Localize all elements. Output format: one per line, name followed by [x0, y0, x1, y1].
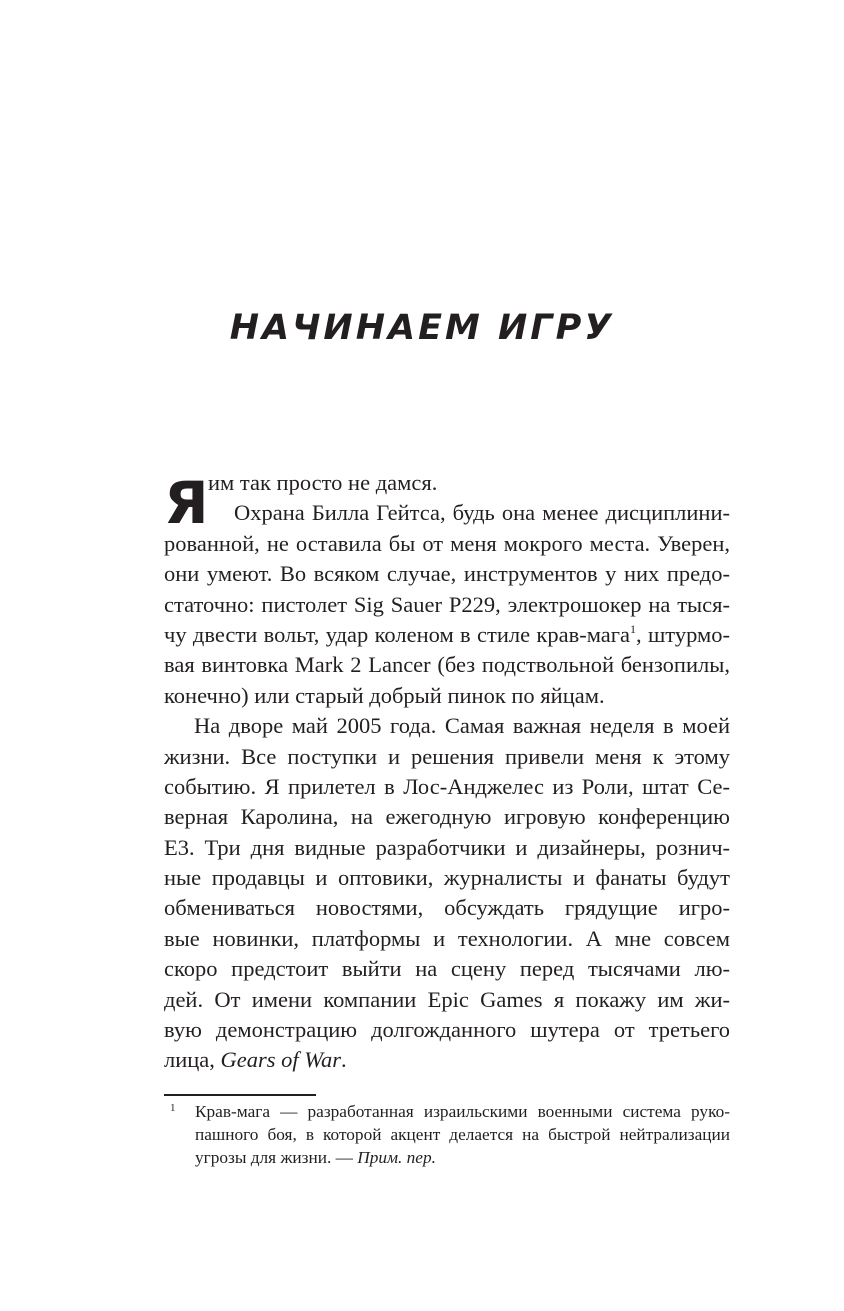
text-line: жизни. Все поступки и решения привели меня к этому	[164, 743, 730, 769]
text-line: рованной, не оставила бы от меня мокрого места. Уверен,	[164, 530, 730, 556]
text-segment: лица,	[164, 1047, 221, 1073]
footnote-number: 1	[170, 1102, 176, 1114]
text-segment: чу двести вольт, удар коленом в стиле крав-мага	[164, 621, 630, 647]
chapter-body	[164, 468, 730, 1076]
footnote-line	[164, 1146, 730, 1169]
text-line: им так просто не дамся.	[208, 470, 438, 495]
paragraph-2	[164, 711, 730, 1076]
text-segment: , штурмо-	[636, 621, 730, 647]
text-line: вые новинки, платформы и технологии. А мне совсем	[164, 925, 730, 951]
drop-cap: Я	[164, 469, 209, 537]
text-line: событию. Я прилетел в Лос-Анджелес из Роли, штат Се-	[164, 773, 730, 799]
game-title: Gears of War	[220, 1047, 341, 1073]
chapter-title: НАЧИНАЕМ ИГРУ	[229, 308, 615, 348]
text-line: ные продавцы и оптовики, журналисты и фанаты будут	[164, 865, 730, 891]
footnote-divider	[164, 1094, 316, 1096]
translator-note: Прим. пер.	[357, 1148, 436, 1167]
text-line: вая винтовка Mark 2 Lancer (без подствольной бензопилы,	[164, 652, 730, 678]
text-segment: угрозы для жизни. —	[195, 1148, 358, 1167]
text-line: вую демонстрацию долгожданного шутера от третьего	[164, 1017, 730, 1043]
text-line: статочно: пистолет Sig Sauer P229, электрошокер на тыся-	[164, 591, 730, 617]
text-line: Охрана Билла Гейтса, будь она менее дисциплини-	[234, 500, 730, 526]
footnote-reference: 1	[630, 621, 636, 636]
footnote	[164, 1100, 730, 1169]
text-line	[164, 1045, 730, 1075]
text-line: верная Каролина, на ежегодную игровую конференцию	[164, 804, 730, 830]
text-line: они умеют. Во всяком случае, инструментов у них предо-	[164, 561, 730, 587]
footnote-line: пашного боя, в которой акцент делается на быстрой нейтрализации	[195, 1125, 730, 1144]
text-line	[164, 620, 730, 650]
text-line: На дворе май 2005 года. Самая важная неделя в моей	[194, 713, 730, 739]
text-line: дей. От имени компании Epic Games я покажу им жи-	[164, 986, 730, 1012]
footnote-line: Крав-мага — разработанная израильскими военными система руко-	[195, 1102, 730, 1121]
text-line: E3. Три дня видные разработчики и дизайнеры, рознич-	[164, 834, 730, 860]
text-line: обмениваться новостями, обсуждать грядущие игро-	[164, 895, 730, 921]
paragraph-1	[164, 468, 730, 711]
text-segment: .	[340, 1047, 347, 1073]
text-line: конечно) или старый добрый пинок по яйцам.	[164, 682, 605, 708]
text-line: скоро предстоит выйти на сцену перед тысячами лю-	[164, 956, 730, 982]
